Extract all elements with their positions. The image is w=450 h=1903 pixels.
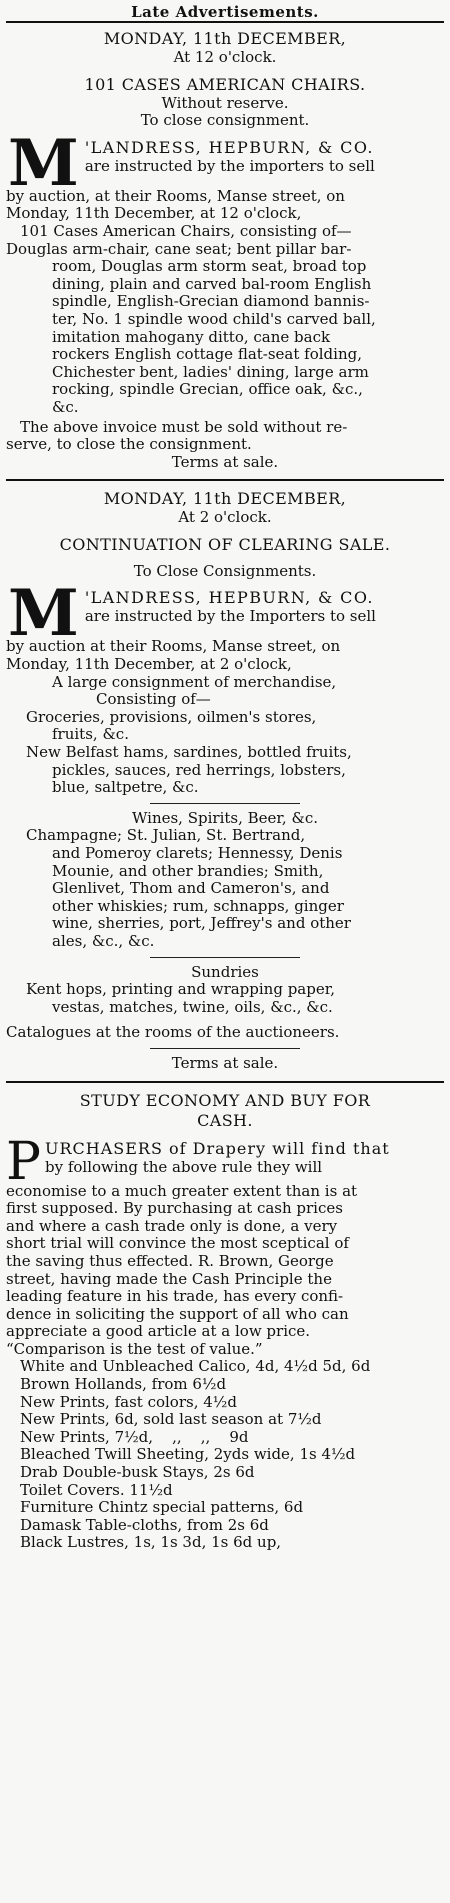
ad2-groceries — [6, 709, 444, 744]
list-item: &c. — [52, 397, 79, 416]
ad1-body — [6, 125, 444, 241]
ad2-p-l1: are instructed by the Importers to sell — [84, 607, 376, 626]
price-item: Toilet Covers. 11½d — [20, 1480, 173, 1499]
ad2-time: At 2 o'clock. — [178, 508, 272, 527]
divider — [150, 803, 300, 804]
ad2-terms: Terms at sale. — [171, 1053, 279, 1072]
ad2-dropcap: M — [8, 576, 79, 652]
list-item: vestas, matches, twine, oils, &c., &c. — [52, 997, 333, 1016]
ad2-title: CONTINUATION OF CLEARING SALE. — [59, 534, 391, 554]
list-item: Douglas arm-chair, cane seat; bent pillar bar- — [6, 239, 352, 258]
ad2-sundries-head: Sundries — [191, 962, 259, 981]
ad3-body-line: first supposed. By purchasing at cash prices — [6, 1199, 343, 1218]
ad3-body-line: leading feature in his trade, has every confi- — [6, 1287, 344, 1306]
ad3-head-l1: STUDY ECONOMY AND BUY FOR — [79, 1090, 371, 1110]
list-item: rockers English cottage flat-seat folding, — [52, 345, 362, 364]
ad2-sundries — [6, 981, 444, 1016]
list-item: dining, plain and carved bal-room English — [52, 274, 372, 293]
ad3-body-line: by following the above rule they will — [45, 1157, 323, 1176]
masthead-rule — [6, 21, 444, 23]
ad2-catalogues: Catalogues at the rooms of the auctioneers. — [6, 1023, 340, 1042]
price-item: Black Lustres, 1s, 1s 3d, 1s 6d up, — [20, 1533, 282, 1552]
ad1-time: At 12 o'clock. — [173, 48, 277, 66]
ad1-firm: 'LANDRESS, HEPBURN, & CO. — [84, 137, 374, 157]
ad3-body-line: dence in soliciting the support of all who can — [6, 1304, 349, 1323]
ad2-p-l5: Consisting of— — [96, 690, 211, 709]
list-item: Chichester bent, ladies' dining, large arm — [52, 362, 369, 381]
ad1-consign: To close consignment. — [140, 111, 310, 130]
ad2-p-l4: A large consignment of merchandise, — [52, 672, 337, 691]
advert-clearing-sale — [6, 489, 444, 1072]
list-item: blue, saltpetre, &c. — [52, 778, 199, 797]
list-item: room, Douglas arm storm seat, broad top — [52, 257, 367, 276]
newspaper-column — [0, 3, 450, 1903]
list-item: Kent hops, printing and wrapping paper, — [26, 980, 336, 999]
ad1-dropcap: M — [8, 125, 79, 201]
list-item: Champagne; St. Julian, St. Bertrand, — [26, 826, 306, 845]
ad1-p1-l4: 101 Cases American Chairs, consisting of— — [20, 221, 352, 240]
ad1-p1-l1: are instructed by the importers to sell — [84, 156, 375, 175]
ad3-body-line: the saving thus effected. R. Brown, George — [6, 1251, 334, 1270]
ad3-body-line: economise to a much greater extent than is at — [6, 1181, 358, 1200]
list-item: Mounie, and other brandies; Smith, — [52, 861, 324, 880]
ad2-consign: To Close Consignments. — [133, 561, 317, 580]
list-item: spindle, English-Grecian diamond bannis- — [52, 292, 370, 311]
list-item: ales, &c., &c. — [52, 931, 155, 950]
list-item: imitation mahogany ditto, cane back — [52, 327, 331, 346]
ad2-wines-head: Wines, Spirits, Beer, &c. — [132, 808, 318, 827]
ad3-body-line: appreciate a good article at a low price. — [6, 1322, 311, 1341]
price-item: Bleached Twill Sheeting, 2yds wide, 1s 4½d — [20, 1445, 356, 1464]
ad1-terms: Terms at sale. — [171, 452, 279, 471]
divider — [150, 957, 300, 958]
ad2-wines — [6, 827, 444, 950]
advert-american-chairs — [6, 29, 444, 471]
ad1-note-l2: serve, to close the consignment. — [6, 435, 252, 454]
ad2-body — [6, 576, 444, 709]
ad1-reserve: Without reserve. — [161, 93, 289, 112]
price-item: Brown Hollands, from 6½d — [20, 1375, 227, 1394]
divider — [6, 479, 444, 481]
ad1-date: MONDAY, 11th DECEMBER, — [103, 29, 347, 48]
list-item: wine, sherries, port, Jeffrey's and other — [52, 914, 351, 933]
list-item: pickles, sauces, red herrings, lobsters, — [52, 760, 346, 779]
ad1-p1-l2: by auction, at their Rooms, Manse street, on — [6, 186, 345, 205]
ad3-price-list — [6, 1358, 444, 1552]
divider — [150, 1048, 300, 1049]
ad3-body-line: short trial will convince the most sceptical of — [6, 1234, 349, 1253]
list-item: fruits, &c. — [52, 725, 129, 744]
ad3-head-l2: CASH. — [197, 1110, 253, 1130]
list-item: rocking, spindle Grecian, office oak, &c., — [52, 380, 363, 399]
ad1-p1-l3: Monday, 11th December, at 12 o'clock, — [6, 204, 302, 223]
ad3-body-line: street, having made the Cash Principle the — [6, 1269, 332, 1288]
ad2-belfast — [6, 744, 444, 797]
list-item: other whiskies; rum, schnapps, ginger — [52, 896, 344, 915]
ad2-p-l3: Monday, 11th December, at 2 o'clock, — [6, 655, 292, 674]
ad3-body — [6, 1131, 444, 1359]
divider — [6, 1081, 444, 1083]
ad1-chair-list — [6, 241, 444, 417]
ad3-body-line: and where a cash trade only is done, a very — [6, 1216, 338, 1235]
section-masthead: Late Advertisements. — [131, 3, 319, 21]
ad3-body-line: URCHASERS of Drapery will find that — [45, 1138, 390, 1158]
price-item: Damask Table-cloths, from 2s 6d — [20, 1515, 269, 1534]
ad2-date: MONDAY, 11th DECEMBER, — [103, 489, 347, 509]
list-item: Glenlivet, Thom and Cameron's, and — [52, 879, 330, 898]
price-item: New Prints, 7½d, ,, ,, 9d — [20, 1427, 249, 1446]
ad2-p-l2: by auction at their Rooms, Manse street, on — [6, 637, 341, 656]
advert-study-economy — [6, 1091, 444, 1552]
price-item: Furniture Chintz special patterns, 6d — [20, 1498, 304, 1517]
ad1-title: 101 CASES AMERICAN CHAIRS. — [84, 74, 366, 94]
list-item: and Pomeroy clarets; Hennessy, Denis — [52, 844, 343, 862]
price-item: White and Unbleached Calico, 4d, 4½d 5d, 6d — [20, 1357, 371, 1376]
ad2-firm: 'LANDRESS, HEPBURN, & CO. — [84, 588, 374, 608]
list-item: Groceries, provisions, oilmen's stores, — [26, 707, 317, 726]
list-item: ter, No. 1 spindle wood child's carved ball, — [52, 309, 376, 328]
ad3-dropcap: P — [6, 1131, 41, 1192]
ad3-body-line: “Comparison is the test of value.” — [6, 1339, 263, 1358]
price-item: Drab Double-busk Stays, 2s 6d — [20, 1463, 255, 1482]
price-item: New Prints, fast colors, 4½d — [20, 1392, 237, 1411]
price-item: New Prints, 6d, sold last season at 7½d — [20, 1410, 322, 1429]
list-item: New Belfast hams, sardines, bottled fruits, — [26, 743, 352, 762]
ad1-note-l1: The above invoice must be sold without re- — [20, 417, 348, 436]
